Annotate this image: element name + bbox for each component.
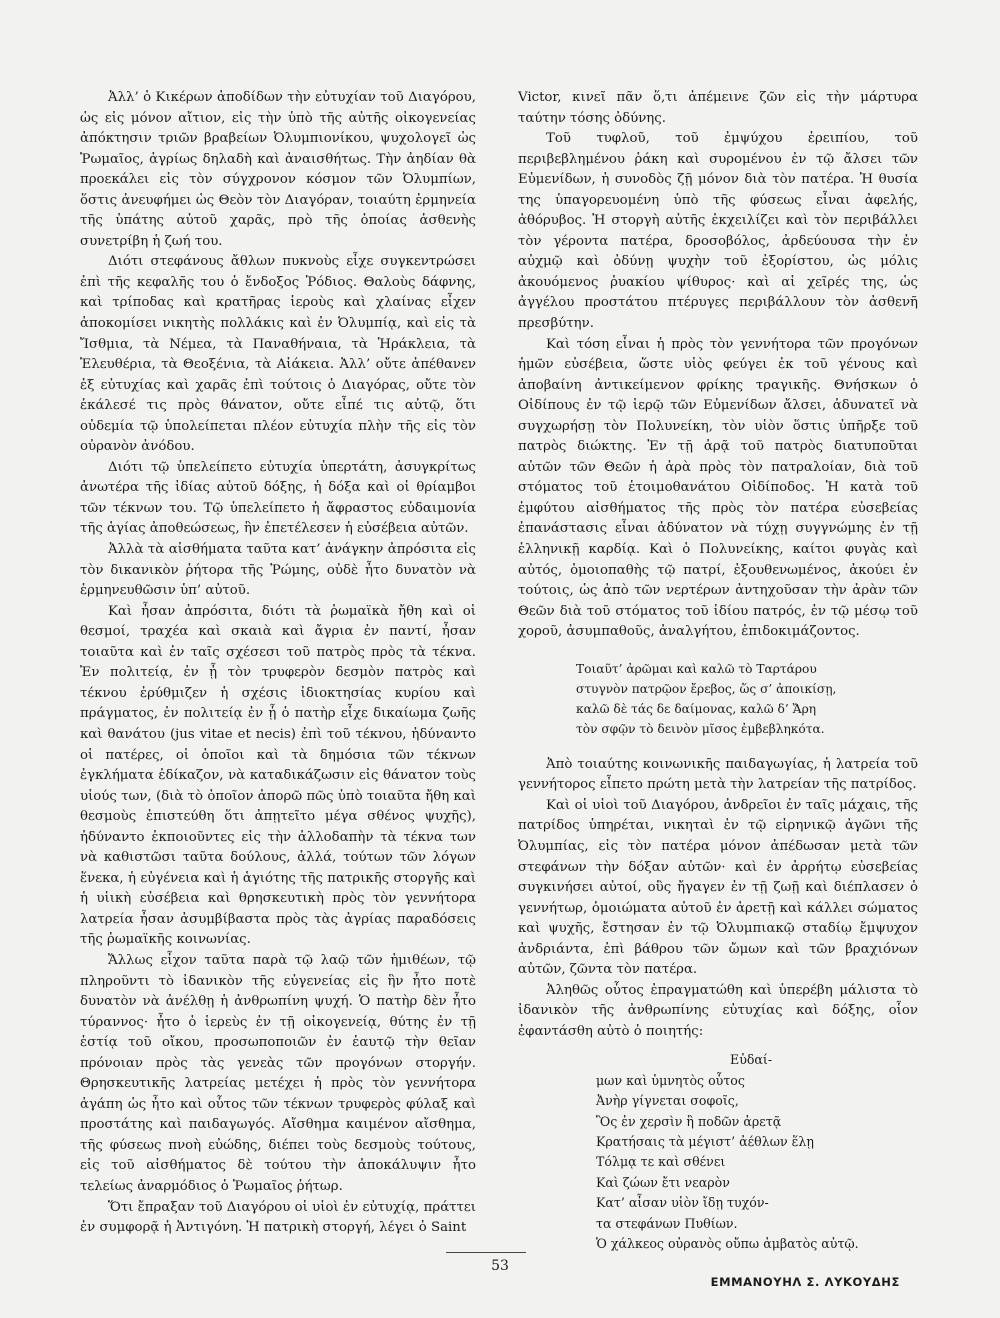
verse-line: καλῶ δὲ τάς δε δαίμονας, καλῶ δ’ Ἄρη <box>576 701 817 716</box>
ode-line: τα στεφάνων Πυθίων. <box>596 1215 738 1231</box>
ode-line: Εὐδαί- <box>730 1052 773 1068</box>
ode-line: Τόλμᾳ τε καὶ σθένει <box>596 1154 726 1170</box>
ode-line: Κρατήσαις τὰ μέγιστ’ ἀέθλων ἕλῃ <box>596 1134 814 1150</box>
ode-line: Ἀνὴρ γίγνεται σοφοῖς, <box>596 1093 739 1109</box>
footer-divider <box>446 1252 526 1253</box>
page-number: 53 <box>491 1258 509 1274</box>
verse-line: Τοιαῦτ’ ἀρῶμαι καὶ καλῶ τὸ Ταρτάρου <box>576 661 817 676</box>
ode-quotation <box>518 1050 918 1254</box>
paragraph: Διότι στεφάνους ἄθλων πυκνοὺς εἶχε συγκεντρώσει ἐπὶ τῆς κεφαλῆς του ὁ ἔνδοξος Ῥόδιος. Θαλοὺς δάφνης, καὶ τρίποδας καὶ κρατῆρας ἱεροὺς καὶ χλαίνας εἶχεν ἀποκομίσει νικητὴς πολλάκις καὶ ἐν Ὀλυμπίᾳ, καὶ εἰς τὰ Ἴσθμια, τὰ Νέμεα, τὰ Παναθήναια, τὰ Ἡράκλεια, τὰ Ἐλευθέρια, τὰ Θεοξένια, τὰ Αἰάκεια. Ἀλλ’ οὔτε ἀπέθανεν ἐξ εὐτυχίας καὶ χαρᾶς ἐπὶ τούτοις ὁ Διαγόρας, οὔτε τὸν ἐκάλεσέ τις πρὸς θάνατον, οὔτε εἶπέ τις αὐτῷ, ὅτι οὐδεμία τῷ ὑπολείπεται πλέον εὐτυχία πλὴν τῆς εἰς τὸν οὐρανὸν ἀνόδου. <box>80 254 476 455</box>
right-column <box>518 88 918 1293</box>
paragraph: Καὶ οἱ υἱοὶ τοῦ Διαγόρου, ἀνδρεῖοι ἐν ταῖς μάχαις, τῆς πατρίδος ὑπηρέται, νικηταὶ ἐν τῷ εἰρηνικῷ ἀγῶνι τῆς Ὀλυμπίας, εἰς τὸν πατέρα μόνον ἀπέδωσαν μετὰ τῶν στεφάνων τὴν δόξαν αὐτῶν· καὶ ἐν ἀρρήτῳ εὐσεβείας συγκινήσει αὐτοί, οὓς ἤγαγεν ἐν τῇ ζωῇ καὶ διέπλασεν ὁ γεννήτωρ, ὁμοιώματα αὐτοῦ ἐν ἀρετῇ καὶ κάλλει σώματος καὶ ψυχῆς, ἔστησαν ἐν τῷ Ὀλυμπιακῷ σταδίῳ ἔμψυχον ἀνδριάντα, ἐπὶ βάθρου τῶν ὤμων καὶ τῶν βραχιόνων αὐτῶν, ζῶντα τὸν πατέρα. <box>518 797 918 978</box>
verse-line: στυγνὸν πατρῷον ἔρεβος, ὥς σ’ ἀποικίσῃ, <box>576 681 837 696</box>
paragraph: Ἀπὸ τοιαύτης κοινωνικῆς παιδαγωγίας, ἡ λατρεία τοῦ γεννήτορος εἶπετο πρώτη μετὰ τὴν λατρείαν τῆς πατρίδος. <box>518 756 918 793</box>
author-signature: ΕΜΜΑΝΟΥΗΛ Σ. ΛΥΚΟΥΔΗΣ <box>710 1275 900 1290</box>
paragraph: Καὶ τόση εἶναι ἡ πρὸς τὸν γεννήτορα τῶν προγόνων ἡμῶν εὐσέβεια, ὥστε υἱὸς φεύγει ἐκ τοῦ γένους καὶ ἀποβαίνη ἀντικείμενον φρίκης τραγικῆς. Θνήσκων ὁ Οἰδίπους ἐν τῷ ἱερῷ τῶν Εὐμενίδων ἄλσει, ἀδυνατεῖ νὰ συγχωρήσῃ τὸν Πολυνείκη, τὸν υἱὸν ὅστις ὑπῆρξε τοῦ πατρὸς διώκτης. Ἐν τῇ ἀρᾷ τοῦ πατρὸς διατυποῦται αὐτῶν τῶν Θεῶν ἡ ἀρὰ πρὸς τὸν πατραλοίαν, διὰ τοῦ στόματος τοῦ ἑτοιμοθανάτου Οἰδίποδος. Ἡ κατὰ τοῦ ἐμφύτου αἰσθήματος τῆς πρὸς τὸν πατέρα εὐσεβείας ἐπανάστασις εἶναι ἀδύνατον νὰ τύχῃ συγγνώμης ἐν τῇ ἑλληνικῇ καρδίᾳ. Καὶ ὁ Πολυνείκης, καίτοι φυγὰς καὶ αὐτός, ὁμοιοπαθὴς τῷ πατρί, ἐξουθενωμένος, ἀκούει ἐν τούτοις, ὡς ἀπὸ τῶν νερτέρων ἀντηχοῦσαν τὴν ἀρὰν τῶν Θεῶν διὰ τοῦ στόματος τοῦ ἰδίου πατρός, ἐν τῷ μέσῳ τοῦ χοροῦ, ἀσυμπαθοῦς, ἀναλγήτου, ἐπιδοκιμάζοντος. <box>518 336 918 640</box>
ode-line: Ὁ χάλκεος οὐρανὸς οὔπω ἀμβατὸς αὐτῷ. <box>596 1236 859 1252</box>
paragraph: Ἀλλὰ τὰ αἰσθήματα ταῦτα κατ’ ἀνάγκην ἀπρόσιτα εἰς τὸν δικανικὸν ῥήτορα τῆς Ῥώμης, οὐδὲ ἦτο δυνατὸν νὰ ἑρμηνευθῶσιν ὑπ’ αὐτοῦ. <box>80 542 476 599</box>
verse-line: τὸν σφῷν τὸ δεινὸν μῖσος ἐμβεβληκότα. <box>576 721 825 736</box>
verse-quotation <box>518 659 918 739</box>
paragraph: Διότι τῷ ὑπελείπετο εὐτυχία ὑπερτάτη, ἀσυγκρίτως ἀνωτέρα τῆς ἰδίας αὐτοῦ δόξης, ἡ δόξα καὶ οἱ θρίαμβοι τῶν τέκνων του. Τῷ ὑπελείπετο ἡ ἄφραστος εὐδαιμονία τῆς ἁγίας ἀποθεώσεως, ἣν ἐπετέλεσεν ἡ εὐσέβεια αὐτῶν. <box>80 459 476 537</box>
paragraph: Ἀληθῶς οὗτος ἐπραγματώθη καὶ ὑπερέβη μάλιστα τὸ ἰδανικὸν τῆς ἀνθρωπίνης εὐτυχίας καὶ δόξης, οἷον ἐφαντάσθη αὐτὸ ὁ ποιητής: <box>518 982 918 1039</box>
paragraph: Ὅτι ἔπραξαν τοῦ Διαγόρου οἱ υἱοὶ ἐν εὐτυχίᾳ, πράττει ἐν συμφορᾷ ἡ Ἀντιγόνη. Ἡ πατρικὴ στοργή, λέγει ὁ Saint <box>80 1199 476 1236</box>
paragraph: Victor, κινεῖ πᾶν ὅ,τι ἀπέμεινε ζῶν εἰς τὴν μάρτυρα ταύτην τόσης ὀδύνης. <box>518 90 918 126</box>
paragraph: Τοῦ τυφλοῦ, τοῦ ἐμψύχου ἐρειπίου, τοῦ περιβεβλημένου ῥάκη καὶ συρομένου ἐν τῷ ἄλσει τῶν Εὐμενίδων, ἡ συνοδὸς ζῇ μόνον διὰ τὸν πατέρα. Ἡ θυσία της ὑπαγορευομένη ὑπὸ τῆς φύσεως εἶναι ἀφελής, ἀθόρυβος. Ἡ στοργὴ αὐτῆς ἐκχειλίζει καὶ τὸν περιβάλλει τὸν γέροντα πατέρα, δροσοβόλος, ἀρδεύουσα τὴν ἐν αὐχμῷ καὶ ὀδύνῃ ψυχὴν τοῦ ἐξορίστου, ὡς μόλις ἀκουόμενος ῥυακίου ψίθυρος· καὶ αἱ χεῖρές της, ὡς ἀγγέλου προστάτου πτέρυγες περιβάλλουν τὸν ἀσθενῆ πρεσβύτην. <box>518 131 918 332</box>
left-column <box>80 88 476 1239</box>
ode-line: Καὶ ζώων ἔτι νεαρὸν <box>596 1174 730 1190</box>
paragraph: Καὶ ἦσαν ἀπρόσιτα, διότι τὰ ῥωμαϊκὰ ἤθη καὶ οἱ θεσμοί, τραχέα καὶ σκαιὰ καὶ ἄγρια ἐν παντί, ἦσαν τοιαῦτα καὶ ἐν ταῖς σχέσεσι τοῦ πατρὸς πρὸς τὰ τέκνα. Ἐν πολιτείᾳ, ἐν ᾗ τὸν τρυφερὸν δεσμὸν πατρὸς καὶ τέκνου ἐρύθμιζεν ἡ σχέσις ἰδιοκτησίας κυρίου καὶ πράγματος, ἐν πολιτείᾳ ἐν ᾗ ὁ πατὴρ εἶχε δικαίωμα ζωῆς καὶ θανάτου (jus vitae et necis) ἐπὶ τοῦ τέκνου, ἠδύναντο οἱ πατέρες, οἱ ὁποῖοι καὶ τὰ δημόσια τῶν τέκνων ἐγκλήματα ἐδίκαζον, νὰ καταδικάζωσιν εἰς θάνατον τοὺς υἱούς των, (διὰ τὸ ὁποῖον ἀπορῶ πῶς ὑπὸ τοιαῦτα ἤθη καὶ θεσμοὺς ἐπιστεύθη ὅτι ἀπῃτεῖτο μέγα σθένος ψυχῆς), ἠδύναντο ἐκποιοῦντες εἰς τὴν ἀλλοδαπὴν τὰ τέκνα των νὰ καθιστῶσι ταῦτα δούλους, ἀλλά, τούτων τῶν λόγων ἕνεκα, ἡ εὐγένεια καὶ ἡ ἁγιότης τῆς πατρικῆς στοργῆς καὶ ἡ υἱικὴ εὐσέβεια καὶ θρησκευτικὴ πρὸς τὸν γεννήτορα λατρεία ἦσαν ἀσυμβίβαστα πρὸς τὰς ἀγρίας παραδόσεις τῆς ῥωμαϊκῆς κοινωνίας. <box>80 603 476 948</box>
paragraph: Ἀλλ’ ὁ Κικέρων ἀποδίδων τὴν εὐτυχίαν τοῦ Διαγόρου, ὡς εἰς μόνον αἴτιον, εἰς τὴν ὑπὸ τῆς αὐτῆς οἰκογενείας ἀπόκτησιν τριῶν βραβείων Ὀλυμπιονίκου, ψυχολογεῖ ὡς Ῥωμαῖος, ἀγρίως δηλαδὴ καὶ ἀναισθήτως. Τὴν ἀηδίαν θὰ προεκάλει εἰς τὸν σύγχρονον κόσμον τῶν Ὀλυμπίων, ὅστις ἀνευφήμει ὡς Θεὸν τὸν Διαγόραν, τοιαύτη ἑρμηνεία τῆς ὑπάτης αὐτοῦ χαρᾶς, πρὸ τῆς ὁποίας ἀσθενὴς συνετρίβη ἡ ζωή του. <box>80 90 476 249</box>
ode-line: Ὃς ἐν χερσὶν ἢ ποδῶν ἀρετᾷ <box>596 1113 782 1129</box>
ode-line: Κατ’ αἶσαν υἱὸν ἴδῃ τυχόν- <box>596 1195 769 1211</box>
paragraph: Ἄλλως εἶχον ταῦτα παρὰ τῷ λαῷ τῶν ἡμιθέων, τῷ πληροῦντι τὸ ἰδανικὸν τῆς εὐγενείας εἰς ἣν ἦτο ποτὲ δυνατὸν νὰ ἀνέλθῃ ἡ ἀνθρωπίνη ψυχή. Ὁ πατὴρ δὲν ἦτο τύραννος· ἦτο ὁ ἱερεὺς ἐν τῇ οἰκογενείᾳ, θύτης ἐν τῇ ἑστίᾳ τοῦ οἴκου, προσωποποιῶν ἐν ἑαυτῷ τὴν θεῖαν πρόνοιαν πρὸς τὰς γενεὰς τῶν προγόνων στοργήν. Θρησκευτικῆς λατρείας μετέχει ἡ πρὸς τὸν γεννήτορα ἀγάπη ὡς ἦτο καὶ οὗτος τῶν τέκνων τρυφερὸς φύλαξ καὶ προστάτης καὶ παιδαγωγός. Αἴσθημα καιμένον αἴσθημα, τῆς φύσεως πνοὴ εὐώδης, διέπει τοὺς δεσμοὺς τούτους, εἰς τοῦ αἰσθήματος δὲ τούτου τὴν ἀποκάλυψιν ἦτο τελείως ἀναρμόδιος ὁ Ῥωμαῖος ῥήτωρ. <box>80 952 476 1194</box>
ode-line: μων καὶ ὑμνητὸς οὗτος <box>596 1072 745 1088</box>
